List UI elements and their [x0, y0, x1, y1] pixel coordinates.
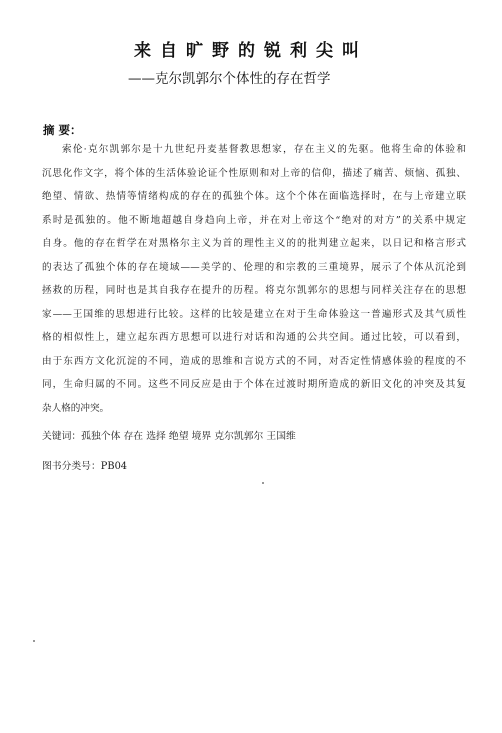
scan-speck	[262, 482, 264, 484]
abstract-line: 绝望、情欲、热情等情绪构成的存在的孤独个体。这个个体在面临选择时，在与上帝建立联	[42, 191, 466, 202]
scan-speck	[33, 640, 35, 642]
abstract-line: 家——王国维的思想进行比较。这样的比较是建立在对于生命体验这一普遍形式及其气质性	[42, 308, 466, 320]
page-title: 来自旷野的锐利尖叫	[134, 41, 368, 61]
abstract-line: 系时是孤独的。他不断地超越自身趋向上帝，并在对上帝这个“绝对的对方”的关系中规定	[42, 214, 466, 226]
abstract-line: 同，生命归属的不同。这些不同反应是由于个体在过渡时期所造成的新旧文化的冲突及其复	[42, 379, 466, 390]
abstract-label: 摘 要：	[43, 123, 82, 137]
abstract-line: 格的相似性上，建立起东西方思想可以进行对话和沟通的公共空间。通过比较，可以看到，	[42, 332, 466, 343]
abstract-line: 拯救的历程，同时也是其自我存在提升的历程。将克尔凯郭尔的思想与同样关注存在的思想	[42, 285, 466, 296]
keywords-line: 关键词：孤独个体 存在 选择 绝望 境界 克尔凯郭尔 王国维	[42, 431, 296, 442]
abstract-line: 索伦·克尔凯郭尔是十九世纪丹麦基督教思想家，存在主义的先驱。他将生命的体验和	[62, 144, 466, 155]
abstract-line: 杂人格的冲突。	[42, 402, 110, 414]
page-subtitle: ——克尔凯郭尔个体性的存在哲学	[128, 71, 331, 87]
abstract-line: 由于东西方文化沉淀的不同，造成的思维和言说方式的不同，对否定性情感体验的程度的不	[42, 355, 466, 367]
abstract-line: 的表达了孤独个体的存在境域——美学的、伦理的和宗教的三重境界，展示了个体从沉沦到	[42, 261, 466, 273]
abstract-line: 沉思化作文字，将个体的生活体验论证个性原则和对上帝的信仰，描述了痛苦、烦恼、孤独、	[42, 167, 466, 179]
abstract-body	[42, 138, 466, 420]
abstract-line: 自身。他的存在哲学在对黑格尔主义为首的理性主义的的批判建立起来，以日记和格言形式	[42, 238, 466, 249]
classification-number: 图书分类号：PB04	[42, 461, 128, 472]
